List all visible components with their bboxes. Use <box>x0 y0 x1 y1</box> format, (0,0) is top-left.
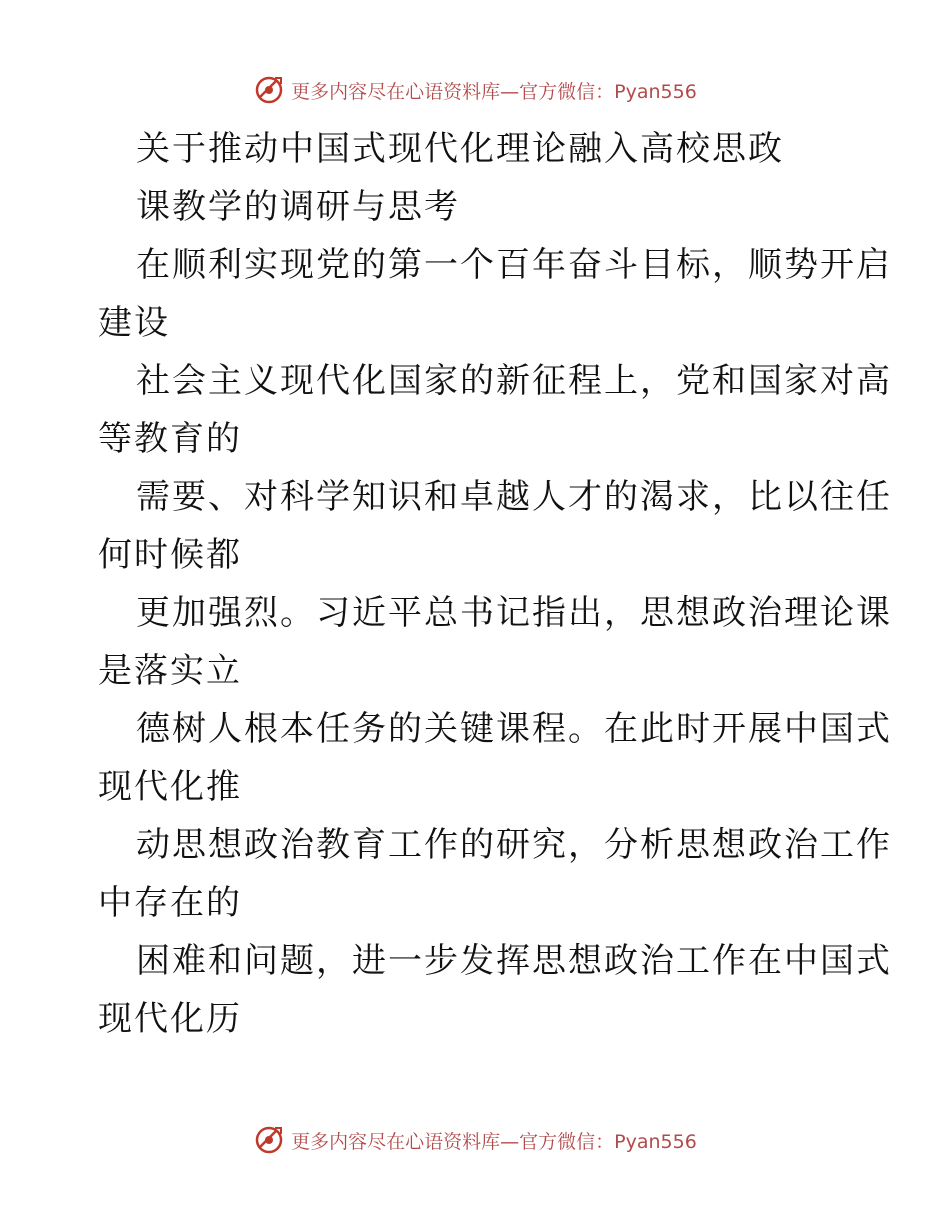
paragraph-line: 等教育的 <box>98 419 242 459</box>
document-body <box>98 120 892 1048</box>
paragraph-line: 现代化历 <box>98 999 242 1039</box>
paragraph-line: 建设 <box>98 303 170 343</box>
document-title-line-1: 关于推动中国式现代化理论融入高校思政 <box>136 129 784 169</box>
paragraph-line: 需要、对科学知识和卓越人才的渴求，比以往任 <box>136 477 892 517</box>
paragraph-line: 动思想政治教育工作的研究，分析思想政治工作 <box>136 825 892 865</box>
brand-logo-icon <box>253 1124 285 1156</box>
paragraph-line: 是落实立 <box>98 651 242 691</box>
brand-logo-icon <box>253 74 285 106</box>
paragraph-line: 更加强烈。习近平总书记指出，思想政治理论课 <box>136 593 892 633</box>
paragraph-line: 中存在的 <box>98 883 242 923</box>
footer-watermark-banner <box>0 1120 950 1160</box>
document-title-line-2: 课教学的调研与思考 <box>136 187 460 227</box>
header-watermark-text: 更多内容尽在心语资料库—官方微信：Pyan556 <box>291 80 697 103</box>
paragraph-line: 现代化推 <box>98 767 242 807</box>
paragraph-line: 困难和问题，进一步发挥思想政治工作在中国式 <box>136 941 892 981</box>
footer-watermark-text: 更多内容尽在心语资料库—官方微信：Pyan556 <box>291 1130 697 1153</box>
paragraph-line: 社会主义现代化国家的新征程上，党和国家对高 <box>136 361 892 401</box>
paragraph-line: 在顺利实现党的第一个百年奋斗目标，顺势开启 <box>136 245 892 285</box>
header-watermark-banner <box>0 70 950 110</box>
paragraph-line: 何时候都 <box>98 535 242 575</box>
paragraph-line: 德树人根本任务的关键课程。在此时开展中国式 <box>136 709 892 749</box>
